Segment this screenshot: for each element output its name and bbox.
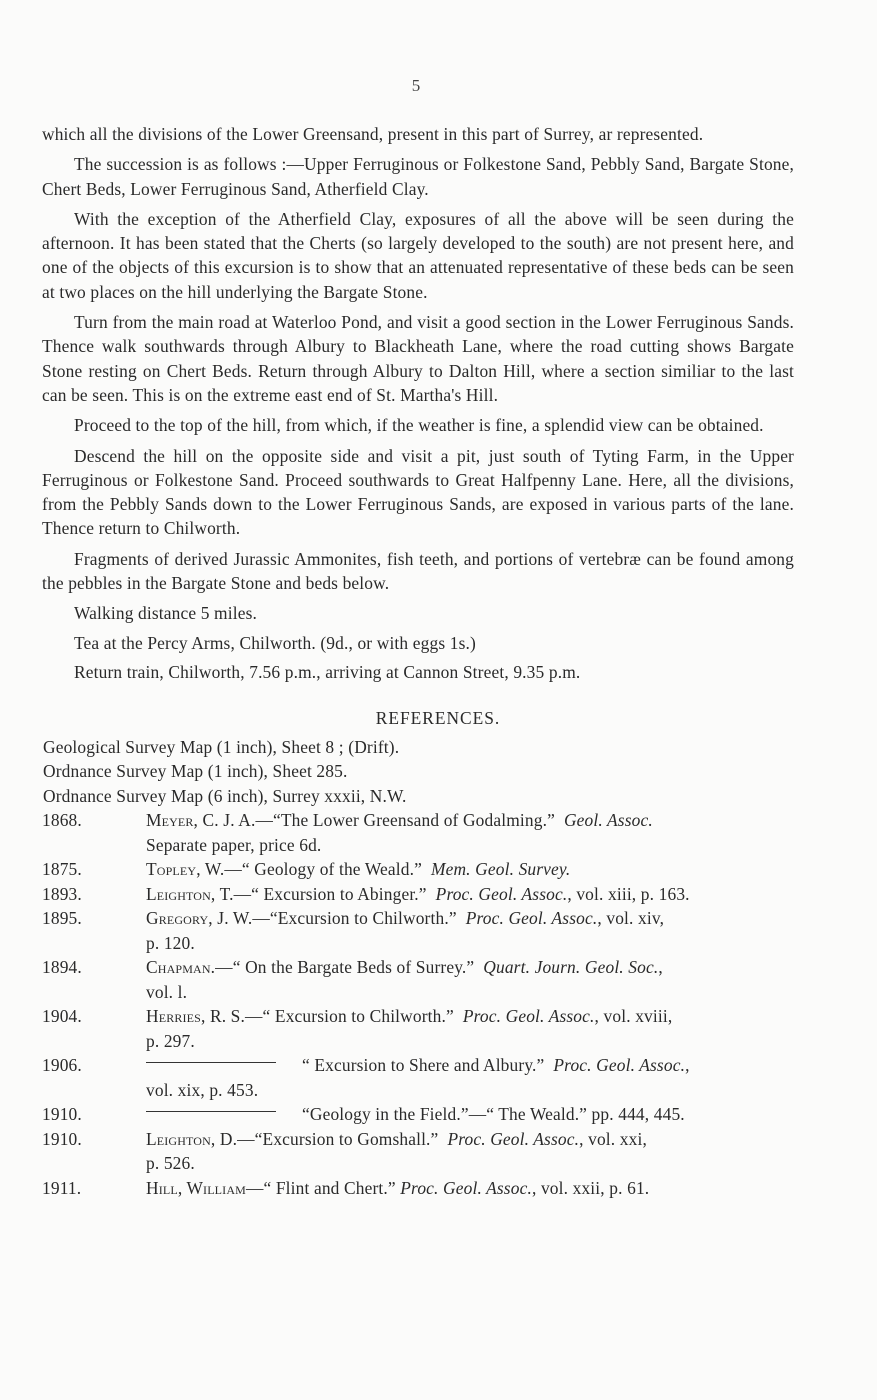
ref-author: Leighton, T. bbox=[146, 883, 234, 904]
ditto-rule bbox=[146, 1111, 276, 1112]
ref-title: “Geology in the Field.”—“ The Weald.” pp. 444, 445. bbox=[302, 1104, 685, 1125]
ref-details: , vol. xxii, p. 61. bbox=[531, 1177, 650, 1198]
ref-title: —“ Excursion to Chilworth.” bbox=[245, 1006, 454, 1027]
ref-continuation: p. 120. bbox=[146, 932, 195, 953]
ref-source: Proc. Geol. Assoc. bbox=[465, 908, 598, 929]
reference-entry bbox=[42, 857, 794, 882]
ref-author: Meyer, C. J. A. bbox=[146, 810, 256, 831]
ref-continuation: vol. l. bbox=[146, 981, 188, 1002]
references-heading: REFERENCES. bbox=[375, 708, 501, 729]
paragraph: which all the divisions of the Lower Greensand, present in this part of Surrey, ar represented. bbox=[42, 124, 704, 144]
ref-source: Geol. Assoc. bbox=[563, 810, 653, 831]
ref-year: 1895. bbox=[42, 908, 82, 929]
ref-source: Proc. Geol. Assoc. bbox=[447, 1128, 580, 1149]
reference-entry bbox=[42, 1176, 794, 1201]
paragraph: Fragments of derived Jurassic Ammonites, fish teeth, and portions of vertebræ can be found among the pebbles in the Bargate Stone and beds below. bbox=[42, 548, 794, 594]
ref-year: 1910. bbox=[42, 1104, 82, 1125]
ref-details: , vol. xviii, bbox=[594, 1006, 673, 1027]
ref-continuation: vol. xix, p. 453. bbox=[146, 1079, 259, 1100]
ref-year: 1911. bbox=[42, 1177, 82, 1198]
map-reference: Geological Survey Map (1 inch), Sheet 8 ; (Drift). bbox=[43, 736, 400, 757]
ref-author: Chapman. bbox=[146, 957, 216, 978]
ref-source: Quart. Journ. Geol. Soc. bbox=[483, 957, 659, 978]
ref-title: —“ Geology of the Weald.” bbox=[224, 859, 422, 880]
ref-continuation: Separate paper, price 6d. bbox=[146, 834, 322, 855]
ref-title: “ Excursion to Shere and Albury.” bbox=[302, 1055, 545, 1076]
ref-continuation: p. 526. bbox=[146, 1153, 195, 1174]
paragraph: With the exception of the Atherfield Clay, exposures of all the above will be seen during the afternoon. It has been stated that the Cherts (so largely developed to the south) are not present here, and one of the objects of this excursion is to show that an attenuated representative of these beds can be seen at two places on the hill underlying the Bargate Stone. bbox=[42, 208, 794, 302]
ref-title: —“ Flint and Chert.” bbox=[245, 1177, 396, 1198]
walking-distance: Walking distance 5 miles. bbox=[74, 603, 257, 624]
ref-title: —“Excursion to Gomshall.” bbox=[237, 1128, 439, 1149]
ref-title: —“ On the Bargate Beds of Surrey.” bbox=[215, 957, 475, 978]
ref-title: —“The Lower Greensand of Godalming.” bbox=[255, 810, 555, 831]
ref-source: Proc. Geol. Assoc. bbox=[462, 1006, 595, 1027]
ref-source: Proc. Geol. Assoc. bbox=[435, 883, 568, 904]
paragraph: Descend the hill on the opposite side and visit a pit, just south of Tyting Farm, in the Upper Ferruginous or Folkestone Sand. Proceed southwards to Great Halfpenny Lane. Here, all the divisions, from the Pebbly Sands down to the Lower Ferruginous Sands, are exposed in various parts of the lane. Thence return to Chilworth. bbox=[42, 445, 794, 539]
reference-entry bbox=[42, 1127, 794, 1176]
ref-details: , vol. xiv, bbox=[597, 908, 665, 929]
body-text bbox=[42, 122, 794, 1200]
ref-details: , vol. xiii, p. 163. bbox=[567, 883, 690, 904]
map-reference: Ordnance Survey Map (1 inch), Sheet 285. bbox=[43, 761, 348, 782]
map-reference: Ordnance Survey Map (6 inch), Surrey xxxii, N.W. bbox=[43, 785, 407, 806]
tea-info: Tea at the Percy Arms, Chilworth. (9d., or with eggs 1s.) bbox=[74, 632, 476, 653]
ref-author: Herries, R. S. bbox=[146, 1006, 246, 1027]
ref-source: Proc. Geol. Assoc. bbox=[400, 1177, 532, 1198]
ref-year: 1875. bbox=[42, 859, 82, 880]
ref-title: —“Excursion to Chilworth.” bbox=[252, 908, 457, 929]
ref-year: 1868. bbox=[42, 810, 82, 831]
paragraph: The succession is as follows :—Upper Ferruginous or Folkestone Sand, Pebbly Sand, Bargate Stone, Chert Beds, Lower Ferruginous Sand, Atherfield Clay. bbox=[42, 154, 794, 199]
ref-author: Leighton, D. bbox=[146, 1128, 238, 1149]
reference-entry bbox=[42, 1102, 794, 1127]
ditto-rule bbox=[146, 1062, 276, 1063]
page-number: 5 bbox=[411, 76, 421, 95]
ref-author: Gregory, J. W. bbox=[146, 908, 253, 929]
ref-source: Mem. Geol. Survey. bbox=[430, 859, 571, 880]
reference-entry bbox=[42, 1004, 794, 1053]
reference-entry bbox=[42, 882, 794, 907]
ref-details: , bbox=[658, 957, 663, 978]
ref-source: Proc. Geol. Assoc. bbox=[553, 1055, 686, 1076]
ref-title: —“ Excursion to Abinger.” bbox=[233, 883, 427, 904]
reference-entry bbox=[42, 906, 794, 955]
ref-details: , vol. xxi, bbox=[579, 1128, 647, 1149]
ref-year: 1894. bbox=[42, 957, 82, 978]
ref-year: 1906. bbox=[42, 1055, 82, 1076]
ref-year: 1904. bbox=[42, 1006, 82, 1027]
paragraph: Turn from the main road at Waterloo Pond, and visit a good section in the Lower Ferruginous Sands. Thence walk southwards through Albury to Blackheath Lane, where the road cutting shows Bargate Stone resting on Chert Beds. Return through Albury to Dalton Hill, where a section similiar to the last can be seen. This is on the extreme east end of St. Martha's Hill. bbox=[42, 312, 794, 405]
return-train: Return train, Chilworth, 7.56 p.m., arriving at Cannon Street, 9.35 p.m. bbox=[74, 661, 581, 682]
paragraph: Proceed to the top of the hill, from which, if the weather is fine, a splendid view can be obtained. bbox=[74, 415, 764, 436]
ref-author: Topley, W. bbox=[146, 859, 225, 880]
reference-entry bbox=[42, 955, 794, 1004]
reference-entry bbox=[42, 808, 794, 857]
ref-author: Hill, William bbox=[146, 1177, 246, 1198]
ref-continuation: p. 297. bbox=[146, 1030, 195, 1051]
ref-year: 1893. bbox=[42, 883, 82, 904]
ref-details: , bbox=[685, 1055, 690, 1076]
ref-year: 1910. bbox=[42, 1128, 82, 1149]
reference-entry bbox=[42, 1053, 794, 1102]
